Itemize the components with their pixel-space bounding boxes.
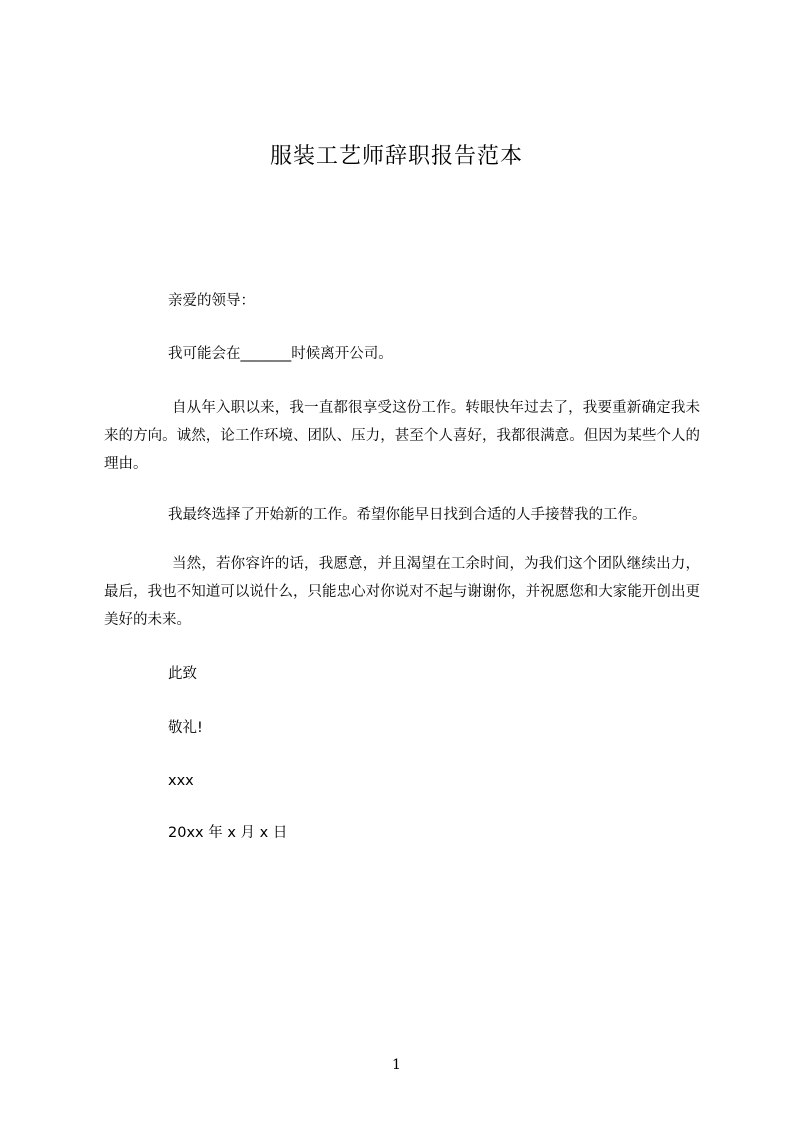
signature: xxx [168, 773, 194, 789]
closing-text: 此致 [168, 666, 197, 682]
paragraph-employment-history: 自从年入职以来，我一直都很享受这份工作。转眼快年过去了，我要重新确定我未来的方向。诚然，论工作环境、团队、压力，甚至个人喜好，我都很满意。但因为某些个人的理由。 [104, 400, 700, 472]
regards-text: 敬礼! [168, 720, 203, 736]
document-title: 服装工艺师辞职报告范本 [269, 144, 523, 169]
paragraph-thanks: 当然，若你容许的话，我愿意，并且渴望在工余时间，为我们这个团队继续出力，最后，我也不知道可以说什么，只能忠心对你说对不起与谢谢你，并祝愿您和大家能开创出更美好的未来。 [104, 556, 700, 628]
page-number: 1 [392, 1057, 401, 1073]
salutation: 亲爱的领导： [168, 293, 255, 309]
paragraph-leave-time: 我可能会在_______时候离开公司。 [168, 346, 393, 362]
date-line: 20xx 年 x 月 x 日 [168, 825, 288, 841]
paragraph-new-job: 我最终选择了开始新的工作。希望你能早日找到合适的人手接替我的工作。 [168, 507, 647, 523]
